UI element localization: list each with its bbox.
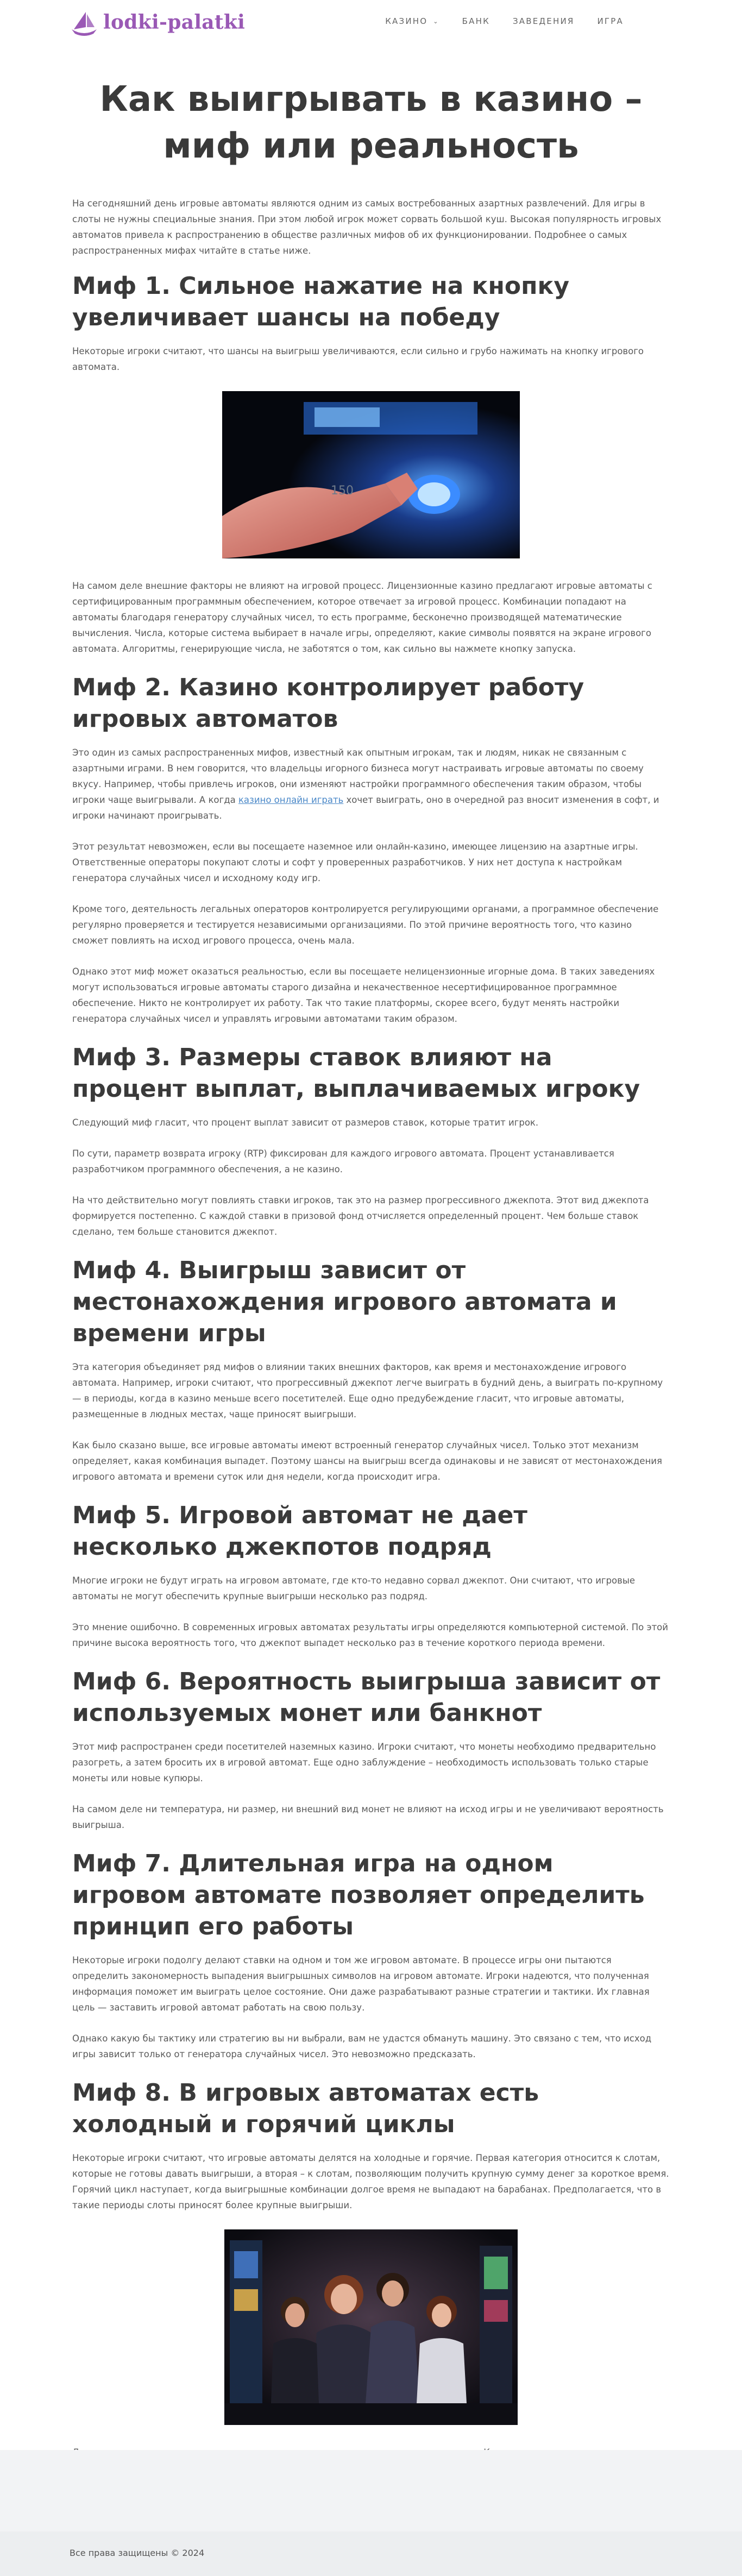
myth-section-3 <box>72 1042 670 1240</box>
myth-paragraph: Некоторые игроки считают, что игровые автоматы делятся на холодные и горячие. Первая категория относится к слотам, которые не готовы давать выигрыши, а вторая – к слотам, позволяющим получить крупную сумму денег за короткое время. Горячий цикл наступает, когда выигрышные комбинации долгое время не выпадают на барабанах. Предполагается, что в такие периоды слоты приносят более крупные выигрыши. <box>72 2153 669 2210</box>
casino-players-photo <box>224 2229 518 2425</box>
myth-heading: Миф 5. Игровой автомат не дает несколько джекпотов подряд <box>72 1501 527 1561</box>
myth-heading: Миф 1. Сильное нажатие на кнопку увеличивает шансы на победу <box>72 272 570 331</box>
myth-text: Это один из самых распространенных мифов, известный как опытным игрокам, так и людям, никак не связанным с азартными играми. В нем говорится, что владельцы игорного бизнеса могут настраивать игровые автоматы по своему вкусу. Например, чтобы привлечь игроков, они изменяют настройки программного обеспечения таким образом, чтобы игроки чаще выигрывали. А когда <box>72 747 644 805</box>
myth-paragraph: Однако этот миф может оказаться реальностью, если вы посещаете нелицензионные игорные дома. В таких заведениях могут использоваться игровые автоматы старого дизайна и некачественное несертифицированное программное обеспечение. Никто не контролирует их работу. Так что такие платформы, скорее всего, будут менять настройки генератора случайных чисел и управлять игровыми автоматами таким образом. <box>72 966 655 1024</box>
myth-heading: Миф 7. Длительная игра на одном игровом автомате позволяет определить принцип его работы <box>72 1850 645 1940</box>
boat-logo-icon <box>70 8 99 37</box>
nav-item-casino[interactable] <box>385 16 439 26</box>
myth-paragraph: Следующий миф гласит, что процент выплат зависит от размеров ставок, которые тратит игрок. <box>72 1117 539 1128</box>
myth-paragraph: Кроме того, деятельность легальных операторов контролируется регулирующими органами, а программное обеспечение регулярно проверяется и тестируется независимыми организациями. По этой причине вероятность того, что казино сможет повлиять на исход игрового процесса, очень мала. <box>72 904 659 946</box>
nav-item-bank[interactable]: БАНК <box>462 16 490 26</box>
myth-paragraph: На самом деле ни температура, ни размер, ни внешний вид монет не влияют на исход игры и не увеличивают вероятность выигрыша. <box>72 1804 664 1830</box>
slot-button-photo <box>222 391 520 558</box>
nav-item-venues[interactable]: ЗАВЕДЕНИЯ <box>512 16 575 26</box>
myth-paragraph: Многие игроки не будут играть на игровом автомате, где кто-то недавно сорвал джекпот. Они считают, что игровые автоматы не могут обеспечить крупные выигрыши несколько раз подряд. <box>72 1575 636 1601</box>
myth-paragraph <box>72 745 670 824</box>
nav-item-game[interactable]: ИГРА <box>597 16 624 26</box>
svg-text:150: 150 <box>331 484 354 498</box>
myth-heading: Миф 6. Вероятность выигрыша зависит от используемых монет или банкнот <box>72 1668 661 1727</box>
site-footer <box>0 2531 742 2576</box>
site-logo[interactable] <box>70 8 245 37</box>
myth-paragraph: Некоторые игроки считают, что шансы на выигрыш увеличиваются, если сильно и грубо нажимать на кнопку игрового автомата. <box>72 346 644 372</box>
footer-widgets-area <box>0 2450 742 2531</box>
logo-text: lodki-palatki <box>103 11 246 34</box>
myth-paragraph: Как было сказано выше, все игровые автоматы имеют встроенный генератор случайных чисел. Только этот механизм определяет, какая комбинация выпадет. Поэтому шансы на выигрыш всегда одинаковы и не зависят от местонахождения игрового автомата и времени суток или дня недели, когда происходит игра. <box>72 1440 662 1482</box>
myth-paragraph: Этот миф распространен среди посетителей наземных казино. Игроки считают, что монеты необходимо предварительно разогреть, а затем бросить их в игровой автомат. Еще одно заблуждение – необходимость использовать только старые монеты или новые купюры. <box>72 1742 656 1783</box>
chevron-down-icon: ⌄ <box>433 17 439 25</box>
myth-section-4 <box>72 1255 670 1485</box>
myth-paragraph: По сути, параметр возврата игроку (RTP) фиксирован для каждого игрового автомата. Процент устанавливается разработчиком программного обеспечения, а не казино. <box>72 1148 614 1174</box>
nav-label-casino: КАЗИНО <box>385 16 428 26</box>
myth-heading: Миф 2. Казино контролирует работу игровых автоматов <box>72 674 584 733</box>
article <box>72 47 670 2523</box>
online-casino-link[interactable]: казино онлайн играть <box>238 795 344 805</box>
article-intro: На сегодняшний день игровые автоматы являются одним из самых востребованных азартных развлечений. Для игры в слоты не нужны специальные знания. При этом любой игрок может сорвать большой куш. Высокая популярность игровых автоматов привела к распространению в обществе различных мифов об их функционировании. Подробнее о самых распространенных мифах читайте в статье ниже. <box>72 198 662 256</box>
myth-section-6 <box>72 1666 670 1833</box>
myth-paragraph: Некоторые игроки подолгу делают ставки на одном и том же игровом автомате. В процессе игры они пытаются определить закономерность выпадения выигрышных символов на игровом автомате. Игроки надеются, что полученная информация поможет им выиграть целое состояние. Они даже разрабатывают разные стратегии и тактики. Их главная цель — заставить игровой автомат работать на свою пользу. <box>72 1955 650 2013</box>
myth-paragraph: На что действительно могут повлиять ставки игроков, так это на размер прогрессивного джекпота. Этот вид джекпота формируется постепенно. С каждой ставки в призовой фонд отчисляется определенный процент. Чем больше ставок сделано, тем больше становится джекпот. <box>72 1195 649 1237</box>
copyright-text: Все права защищены © 2024 <box>70 2548 205 2558</box>
site-header <box>0 0 742 47</box>
myth-paragraph: Эта категория объединяет ряд мифов о влиянии таких внешних факторов, как время и местонахождение игрового автомата. Например, игроки считают, что прогрессивный джекпот легче выиграть в будний день, а выиграть по-крупному — в периоды, когда в казино меньше всего посетителей. Еще одно предубеждение гласит, что игровые автоматы, размещенные в людных местах, чаще приносят выигрыши. <box>72 1362 663 1419</box>
myth-heading: Миф 8. В игровых автоматах есть холодный и горячий циклы <box>72 2079 539 2138</box>
myth-paragraph: На самом деле внешние факторы не влияют на игровой процесс. Лицензионные казино предлагают игровые автоматы с сертифицированным программным обеспечением, которое отвечает за игровой процесс. Комбинации попадают на автоматы благодаря генератору случайных чисел, то есть программе, бесконечно производящей математические вычисления. Числа, которые система выбирает в начале игры, определяют, какие символы появятся на экране игрового автомата. Алгоритмы, генерирующие числа, не заботятся о том, как сильно вы нажмете кнопку запуска. <box>72 581 652 654</box>
myth-heading: Миф 4. Выигрыш зависит от местонахождения игрового автомата и времени игры <box>72 1256 617 1347</box>
myth-paragraph: Это мнение ошибочно. В современных игровых автоматах результаты игры определяются компьютерной системой. По этой причине высока вероятность того, что джекпот выпадет несколько раз в течение короткого периода времени. <box>72 1622 669 1648</box>
myth-text: хочет выиграть, оно в очередной раз вносит изменения в софт, и игроки начинают проигрывать. <box>72 795 659 821</box>
page-title: Как выигрывать в казино – миф или реальность <box>99 79 643 166</box>
main-nav <box>385 16 624 26</box>
myth-paragraph: Этот результат невозможен, если вы посещаете наземное или онлайн-казино, имеющее лицензию на азартные игры. Ответственные операторы покупают слоты и софт у проверенных разработчиков. У них нет доступа к настройкам генератора случайных чисел и исходному коду игр. <box>72 841 638 883</box>
myth-section-5 <box>72 1500 670 1651</box>
myth-heading: Миф 3. Размеры ставок влияют на процент выплат, выплачиваемых игроку <box>72 1044 640 1103</box>
myth-section-2 <box>72 672 670 1027</box>
myth-section-1 <box>72 271 670 657</box>
myth-paragraph: Однако какую бы тактику или стратегию вы ни выбрали, вам не удастся обмануть машину. Это связано с тем, что исход игры зависит только от генератора случайных чисел. Это невозможно предсказать. <box>72 2033 652 2059</box>
myth-section-7 <box>72 1848 670 2062</box>
